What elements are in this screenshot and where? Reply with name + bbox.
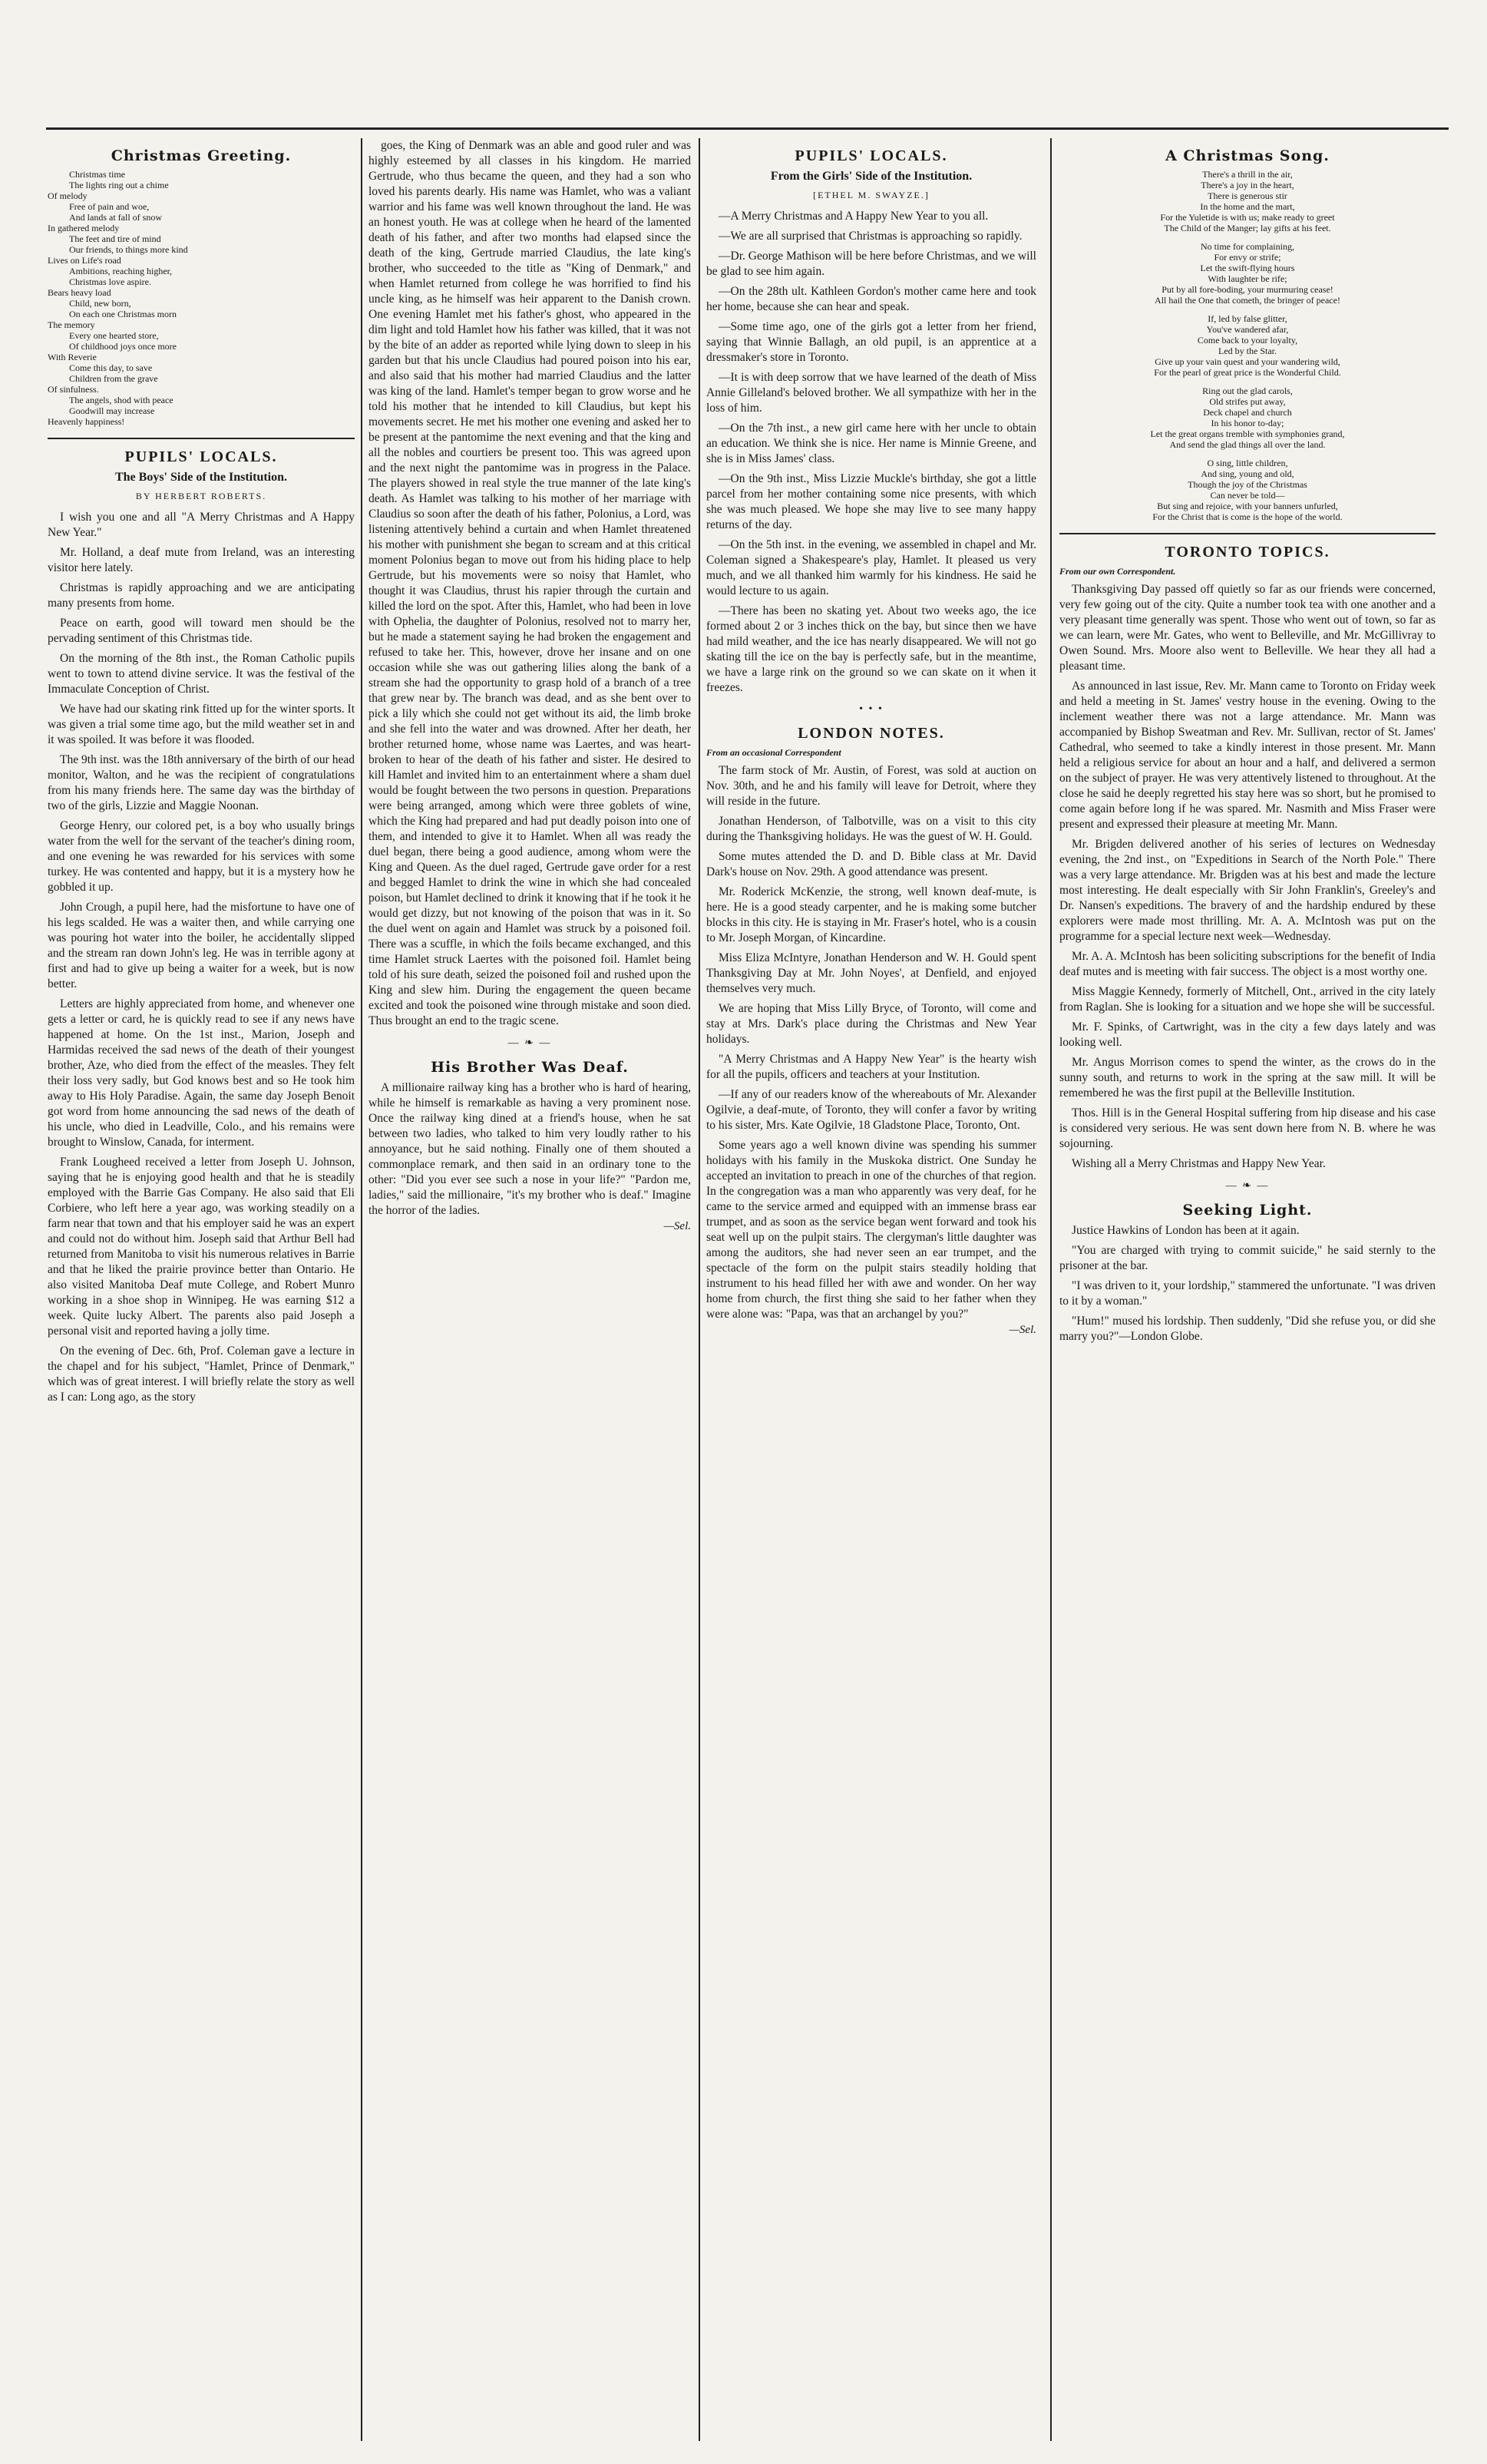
poem-line: Christmas time [69, 169, 125, 180]
article-paragraph: John Crough, a pupil here, had the misfortune to have one of his legs scalded. He was a waiter then, and while carrying one was pouring hot water into the boiler, he accidentally slipped and the stream ran down John's leg. He was in terrible agony at first and had to give up being a waiter for a week, but is now better. [48, 901, 355, 991]
poem-line: With Reverie [48, 352, 97, 362]
article-paragraph: Mr. F. Spinks, of Cartwright, was in the city a few days lately and was looking well. [1059, 1020, 1436, 1049]
article-paragraph: Miss Maggie Kennedy, formerly of Mitchell, Ont., arrived in the city lately from Raglan. She is looking for a situation and we hope she will be successful. [1059, 985, 1436, 1014]
poem-stanza [1059, 385, 1436, 450]
poem-line: The feet and tire of mind [69, 233, 161, 244]
article-paragraph: We have had our skating rink fitted up for the winter sports. It was given a trial some time ago, but the mild weather set in and it was spoiled. It was before it was flooded. [48, 703, 355, 746]
column-3 [706, 138, 1036, 2441]
article-paragraph: goes, the King of Denmark was an able and good ruler and was highly esteemed by all classes in his kingdom. He married Gertrude, who thus became the queen, and they had a son who loved his parents dearly. His name was Hamlet, who was a valiant warrior and his fame was well known throughout the land. He was an honest youth. He was at college when he heard of the lamented death of his father, and after two months had elapsed since the death of the king, Gertrude married Claudius, the late king's brother, who succeeded to the title as "King of Denmark," and when Hamlet returned from college he was horrified to find his uncle king, as he himself was heir apparent to the Danish crown. One evening Hamlet met his father's ghost, who appeared in the dim light and told Hamlet how his father was killed, that it was not by the bite of an adder as reported while lying down to sleep in his garden but that his uncle Claudius had poured poison into his ear, and also said that his mother had married Claudius and the latter was king of the land. Hamlet's temper began to grow worse and he told his mother that he intended to kill Claudius, but kept his movements secret. He met his mother one evening and asked her to be present at the pantomime the next evening and that the king and all the nobles and courtiers be present too. This was agreed upon and the next night the pantomime was in progress in the Palace. The players showed in real style the true manner of the late king's death. As Hamlet was talking to his mother of her marriage with Claudius so soon after the death of his father, Polonius, a Lord, was listening attentively behind a curtain and when Hamlet threatened his mother with punishment she began to scream and at this critical moment Polonius began to move out from his hiding place to help Gertrude, but his movements were so noisy that Hamlet, who thought it was Claudius, thrust his rapier through the curtain and killed the lord on the spot. After this, Hamlet, who had been in love with Ophelia, the daughter of Polonius, resolved not to marry her, but he made a statement saying he had broken the engagement and refused to take her. This, however, drove her insane and on one occasion while she was out gathering lilies along the bank of a stream she had the opportunity to grasp hold of a branch of a tree that grew near by. The branch was dead, and as she bent over to pick a lily which she could not get without its aid, the limb broke and she fell into the water and was drowned. After her death, her brother returned home, whose name was Laertes, and was heart-broken to hear of the death of his father and sister. He desired to kill Hamlet and invited him to an entertainment where a sham duel would be fought between the two persons in question. Preparations were being arranged, among which were three goblets of wine, which the King had prepared and had put deadly poison into one of them, and intended to give it to Hamlet. When all was ready the duel began, there being a good audience, among whom were the King and Queen. As the duel raged, Gertrude gave order for a rest and begged Hamlet to drink the wine in which she had concealed poison, but Hamlet declined to drink it knowing that if he took it he would get dizzy, but not knowing of the poison that was in it. So the duel went on again and Hamlet was struck by a poisoned foil. There was a scuffle, in which the foils became exchanged, and this time Hamlet struck Laertes with the poisoned foil. Hamlet being told of his sure death, seized the poisoned foil and rushed upon the King and slew him. During the engagement the queen became excited and took the poisoned wine through mistake and soon died. Thus brought an end to the tragic scene. [368, 139, 691, 1027]
ornament-divider: • • • [859, 703, 884, 715]
article-paragraph: —If any of our readers know of the whereabouts of Mr. Alexander Ogilvie, a deaf-mute, of Toronto, they will confer a favor by writing to his sister, Mrs. Kate Ogilvie, 18 Gladstone Place, Toronto, Ont. [706, 1088, 1036, 1132]
poem-stanza [1059, 458, 1436, 522]
poem-line: Let the great organs tremble with symphonies grand, [1150, 428, 1345, 439]
poem-stanza [1059, 241, 1436, 306]
article-paragraph: —On the 5th inst. in the evening, we assembled in chapel and Mr. Coleman signed a Shakespeare's play, Hamlet. It pleased us very much, and we all thanked him warmly for his kindness. He said he would lecture to us again. [706, 538, 1036, 597]
girls-locals-body [706, 209, 1036, 696]
poem-line: Every one hearted store, [69, 330, 159, 341]
article-paragraph: —There has been no skating yet. About two weeks ago, the ice formed about 2 or 3 inches thick on the bay, but since then we have had mild weather, and the ice has nearly disappeared. We will not go skating till the ice on the bay is perfectly safe, but in the meantime, we have a large rink on the ground so we can skate on it when it freezes. [706, 604, 1036, 694]
article-paragraph: Some years ago a well known divine was spending his summer holidays with his family in the Muskoka district. One Sunday he accepted an invitation to preach in one of the churches of that region. In the congregation was a man who apparently was very deaf, for he came to the service armed and equipped with an immense brass ear trumpet, and as soon as the service began went forward and took his seat well up on the pulpit stairs. The clergyman's little daughter was among the auditors, she had never seen an ear trumpet, and the spectacle of the form on the pulpit stairs steadily holding that instrument to his head filled her with awe and wonder. On her way home from church, the first thing she said to her father when they were alone was: "Papa, was that an archangel by you?" [706, 1139, 1036, 1321]
article-paragraph: The 9th inst. was the 18th anniversary of the birth of our head monitor, Walton, and he was the recipient of congratulations from his many friends here. The same day was the birthday of two of the girls, Lizzie and Maggie Noonan. [48, 753, 355, 812]
poem-line: Of childhood joys once more [69, 341, 177, 352]
toronto-topics-correspondent: From our own Correspondent. [1059, 566, 1176, 577]
poem-line: And send the glad things all over the land. [1169, 439, 1326, 450]
article-paragraph: —Some time ago, one of the girls got a letter from her friend, saying that Winnie Ballagh, an old pupil, is an apprentice at a dressmaker's store in Toronto. [706, 320, 1036, 364]
toronto-topics-title: TORONTO TOPICS. [1165, 544, 1330, 561]
column-rule [1050, 138, 1052, 2441]
article-paragraph: Thos. Hill is in the General Hospital suffering from hip disease and his case is considered very serious. He was sent down here from N. B. where he was sojourning. [1059, 1106, 1436, 1150]
poem-line: Come this day, to save [69, 362, 153, 373]
poem-line: Ring out the glad carols, [1202, 385, 1293, 396]
column-rule [361, 138, 362, 2441]
seeking-light-title: Seeking Light. [1182, 1202, 1313, 1219]
girls-locals-subhead: From the Girls' Side of the Institution. [770, 170, 973, 183]
london-notes-signature: —Sel. [1009, 1324, 1036, 1336]
poem-line: Christmas love aspire. [69, 276, 151, 287]
poem-line: There's a thrill in the air, [1202, 169, 1293, 180]
boys-locals-body [48, 510, 355, 1405]
poem-line: There's a joy in the heart, [1201, 180, 1294, 190]
poem-line: Our friends, to things more kind [69, 244, 188, 255]
article-paragraph: —A Merry Christmas and A Happy New Year to you all. [719, 210, 989, 223]
poem-line: With laughter be rife; [1208, 273, 1287, 284]
poem-line: Lives on Life's road [48, 255, 121, 266]
brother-deaf-text: A millionaire railway king has a brother who is hard of hearing, while he himself is remarkable as having a very prominent nose. Once the railway king dined at a friend's house, when he sat between two ladies, who talked to him very loudly rather to his annoyance, but he said nothing. Finally one of them shouted a commonplace remark, and then said in an ordinary tone to the other: "Did you ever see such a nose in your life?" "Pardon me, ladies," said the millionaire, "it's my brother who is deaf." Imagine the horror of the ladies. [368, 1081, 691, 1217]
article-paragraph: Some mutes attended the D. and D. Bible class at Mr. David Dark's house on Nov. 29th. A good attendance was present. [706, 850, 1036, 878]
poem-line: For the pearl of great price is the Wonderful Child. [1154, 367, 1341, 378]
article-paragraph: Peace on earth, good will toward men should be the pervading sentiment of this Christmas tide. [48, 617, 355, 645]
article-paragraph: We are hoping that Miss Lilly Bryce, of Toronto, will come and stay at Mrs. Dark's place during the Christmas and New Year holidays. [706, 1002, 1036, 1046]
poem-line: Of melody [48, 190, 88, 201]
poem-line: Put by all fore-boding, your murmuring cease! [1162, 284, 1333, 295]
poem-line: But sing and rejoice, with your banners unfurled, [1157, 501, 1338, 511]
article-paragraph: Wishing all a Merry Christmas and Happy New Year. [1072, 1157, 1326, 1170]
article-paragraph: Justice Hawkins of London has been at it again. [1072, 1224, 1300, 1237]
christmas-song-poem [1059, 169, 1436, 522]
article-paragraph: Mr. A. A. McIntosh has been soliciting subscriptions for the benefit of India deaf mutes and is meeting with fair success. The object is a most worthy one. [1059, 950, 1436, 978]
brother-deaf-signature: —Sel. [663, 1220, 691, 1232]
article-paragraph: Miss Eliza McIntyre, Jonathan Henderson and W. H. Gould spent Thanksgiving Day at Mr. John Noyes', at Denfield, and enjoyed themselves very much. [706, 951, 1036, 995]
poem-line: If, led by false glitter, [1208, 313, 1287, 324]
poem-line: The lights ring out a chime [69, 180, 169, 190]
poem-line: The Child of the Manger; lay gifts at his feet. [1164, 223, 1331, 233]
poem-line: The angels, shod with peace [69, 395, 173, 405]
poem-line: Come back to your loyalty, [1197, 335, 1298, 346]
poem-line: And sing, young and old, [1201, 468, 1294, 479]
article-paragraph: Mr. Roderick McKenzie, the strong, well known deaf-mute, is here. He is a good steady carpenter, and he is making some butcher blocks in this city. He is staying in Mr. Fraser's hotel, who is a cousin to Mr. Joseph Morgan, of Kincardine. [706, 885, 1036, 944]
article-paragraph: I wish you one and all "A Merry Christmas and A Happy New Year." [48, 511, 355, 539]
poem-line: Children from the grave [69, 373, 158, 384]
article-paragraph: —On the 9th inst., Miss Lizzie Muckle's birthday, she got a little parcel from her mother containing some nice presents, with which she was much pleased. We hope she may live to see many happy returns of the day. [706, 472, 1036, 531]
article-paragraph: "Hum!" mused his lordship. Then suddenly, "Did she refuse you, or did she marry you?"—London Globe. [1059, 1315, 1436, 1343]
boys-locals-byline: BY HERBERT ROBERTS. [135, 491, 267, 501]
poem-line: All hail the One that cometh, the bringer of peace! [1155, 295, 1340, 306]
london-notes-body [706, 763, 1036, 1322]
toronto-topics-body [1059, 582, 1436, 1172]
article-paragraph: Christmas is rapidly approaching and we are anticipating many presents from home. [48, 581, 355, 610]
london-notes-title: LONDON NOTES. [798, 725, 945, 742]
poem-line: In the home and the mart, [1200, 201, 1295, 212]
article-paragraph: On the evening of Dec. 6th, Prof. Coleman gave a lecture in the chapel and for his subject, "Hamlet, Prince of Denmark," which was of great interest. I will briefly relate the story as well as I can: Long ago, as the story [48, 1344, 355, 1404]
article-paragraph: The farm stock of Mr. Austin, of Forest, was sold at auction on Nov. 30th, and he and his family will leave for Detroit, where they will reside in the future. [706, 764, 1036, 808]
article-paragraph: Jonathan Henderson, of Talbotville, was on a visit to this city during the Thanksgiving holidays. He was the guest of W. H. Gould. [706, 815, 1036, 843]
poem-line: Of sinfulness. [48, 384, 99, 395]
girls-locals-title: PUPILS' LOCALS. [795, 147, 948, 164]
poem-stanza [1059, 313, 1436, 378]
poem-line: For the Christ that is come is the hope of the world. [1152, 511, 1343, 522]
article-paragraph: —We are all surprised that Christmas is approaching so rapidly. [719, 230, 1023, 243]
column-1 [48, 138, 355, 2441]
poem-line: In his honor to-day; [1211, 418, 1284, 428]
section-divider [1059, 533, 1436, 534]
article-paragraph: Letters are highly appreciated from home, and whenever one gets a letter or card, he is quickly read to see if any news have happened at home. On the 1st inst., Marion, Joseph and Harmidas received the sad news of the death of their youngest brother, Aze, who died from the effect of the measles. They felt their loss very sadly, but God knows best and so He took him away to His Holy Paradise. Again, the same day Joseph Benoit got word from home announcing the sad news of the death of his uncle, who died in Leadville, Colo., and his remains were brought to Winslow, Canada, for interment. [48, 997, 355, 1149]
article-paragraph: George Henry, our colored pet, is a boy who usually brings water from the well for the servant of the teacher's dining room, and one evening he was rewarded for his services with some turkey. He was contented and happy, but it is a mystery how he gobbled it up. [48, 819, 355, 894]
article-paragraph: Mr. Brigden delivered another of his series of lectures on Wednesday evening, the 2nd inst., on "Expeditions in Search of the North Pole." There was a very large attendance. Mr. Brigden was at his best and made the lecture most interesting. He dealt especially with Sir John Franklin's, Greeley's and Dr. Nansen's expeditions. The bravery of and the hardship endured by these explorers were made most thrilling. Mr. A. A. McIntosh was put on the programme for a special lecture next week—Wednesday. [1059, 838, 1436, 943]
top-rule [46, 127, 1449, 130]
article-paragraph: "A Merry Christmas and A Happy New Year" is the hearty wish for all the pupils, officers and teachers at your Institution. [706, 1053, 1036, 1081]
section-divider [48, 438, 355, 439]
poem-line: Bears heavy load [48, 287, 111, 298]
poem-line: Give up your vain quest and your wandering wild, [1155, 356, 1340, 367]
poem-line: On each one Christmas morn [69, 309, 177, 319]
poem-line: Can never be told— [1210, 490, 1285, 501]
boys-locals-subhead: The Boys' Side of the Institution. [114, 471, 288, 484]
brother-deaf-title: His Brother Was Deaf. [431, 1059, 629, 1076]
poem-line: O sing, little children, [1207, 458, 1288, 468]
poem-line: Deck chapel and church [1203, 407, 1292, 418]
poem-line: Let the swift-flying hours [1200, 263, 1295, 273]
boys-locals-title: PUPILS' LOCALS. [124, 448, 278, 465]
seeking-light-body [1059, 1223, 1436, 1344]
greeting-poem [48, 169, 355, 427]
poem-line: Led by the Star. [1218, 346, 1277, 356]
article-paragraph: "You are charged with trying to commit suicide," he said sternly to the prisoner at the bar. [1059, 1244, 1436, 1272]
poem-line: Though the joy of the Christmas [1188, 479, 1307, 490]
poem-line: In gathered melody [48, 223, 120, 233]
poem-line: The memory [48, 319, 95, 330]
article-paragraph: On the morning of the 8th inst., the Roman Catholic pupils went to town to attend divine service. It was the festival of the Immaculate Conception of Christ. [48, 652, 355, 696]
article-paragraph: "I was driven to it, your lordship," stammered the unfortunate. "I was driven to it by a woman." [1059, 1279, 1436, 1308]
poem-line: Ambitions, reaching higher, [69, 266, 173, 276]
poem-stanza [1059, 169, 1436, 233]
poem-line: Old strifes put away, [1209, 396, 1286, 407]
article-paragraph: As announced in last issue, Rev. Mr. Mann came to Toronto on Friday week and held a meeting in St. James' vestry house in the evening. Owing to the inclement weather there was not a large attendance. Mr. Mann was accompanied by Bishop Sweatman and Rev. Mr. Sullivan, rector of St. James' Cathedral, who seemed to take a kindly interest in those present. Mr. Mann held a religious service for about an hour and a half, and delivered a sermon on the subject of prayer. He was very attentively listened to throughout. At the close he said he deeply regretted his stay here was so short, but he promised to come again before long if he was spared. Mr. Nasmith and Miss Fraser were present and expressed their pleasure at meeting Mr. Mann. [1059, 680, 1436, 831]
poem-line: Goodwill may increase [69, 405, 155, 416]
greeting-title: Christmas Greeting. [111, 147, 292, 164]
poem-line: Free of pain and woe, [69, 201, 150, 212]
poem-line: No time for complaining, [1201, 241, 1294, 252]
article-paragraph: —It is with deep sorrow that we have learned of the death of Miss Annie Gilleland's beloved brother. We all sympathize with her in the loss of him. [706, 371, 1036, 415]
poem-line: For envy or strife; [1214, 252, 1281, 263]
christmas-song-title: A Christmas Song. [1165, 147, 1330, 164]
hamlet-story-body [368, 138, 691, 1029]
column-rule [699, 138, 700, 2441]
poem-line: Heavenly happiness! [48, 416, 125, 427]
poem-line: Child, new born, [69, 298, 131, 309]
poem-line: You've wandered afar, [1206, 324, 1289, 335]
article-paragraph: Frank Lougheed received a letter from Joseph U. Johnson, saying that he is enjoying good health and that he is steadily employed with the Barrie Gas Company. He also said that Eli Corbiere, who left here a year ago, was working steadily on a farm near that town and that his employer said he was an expert and could not do without him. Joseph said that Arthur Bell had returned from Manitoba to visit his numerous relatives in Barrie and that he liked the prairie province better than Ontario. He also visited Manitoba Deaf mute College, and Robert Munro working in a shoe shop in Winnipeg. He was earning $12 a week. Quite lucky Albert. The parents also paid Joseph a personal visit and reported having a jolly time. [48, 1156, 355, 1338]
article-paragraph: Thanksgiving Day passed off quietly so far as our friends were concerned, very few going out of the city. Quite a number took tea with one another and a very pleasant time generally was spent. Those who went out of town, so far as we can learn, were Mr. Gates, who went to Belleville, and Mr. McGillivray to Owen Sound. Mrs. Moore also went to Belleville. We hear they all had a pleasant time. [1059, 583, 1436, 673]
poem-line: And lands at fall of snow [69, 212, 162, 223]
article-paragraph: Mr. Holland, a deaf mute from Ireland, was an interesting visitor here lately. [48, 546, 355, 574]
london-notes-correspondent: From an occasional Correspondent [706, 747, 841, 758]
column-2 [368, 138, 691, 2441]
ornament-divider: — ❧ — [1225, 1180, 1270, 1192]
column-4 [1059, 138, 1436, 2441]
poem-line: For the Yuletide is with us; make ready to greet [1160, 212, 1335, 223]
poem-line: There is generous stir [1208, 190, 1287, 201]
article-paragraph: —On the 7th inst., a new girl came here with her uncle to obtain an education. We think she is nice. Her name is Minnie Greene, and she is in Miss James' class. [706, 422, 1036, 465]
article-paragraph: Mr. Angus Morrison comes to spend the winter, as the crows do in the sunny south, and returns to work in the spring at the saw mill. It will be remembered he was the first pupil at the Belleville Institution. [1059, 1056, 1436, 1100]
article-paragraph: —On the 28th ult. Kathleen Gordon's mother came here and took her home, because she can hear and speak. [706, 285, 1036, 313]
girls-locals-byline: [ETHEL M. SWAYZE.] [813, 190, 930, 200]
article-paragraph: —Dr. George Mathison will be here before Christmas, and we will be glad to see him again. [706, 250, 1036, 278]
ornament-divider: — ❧ — [507, 1037, 552, 1049]
